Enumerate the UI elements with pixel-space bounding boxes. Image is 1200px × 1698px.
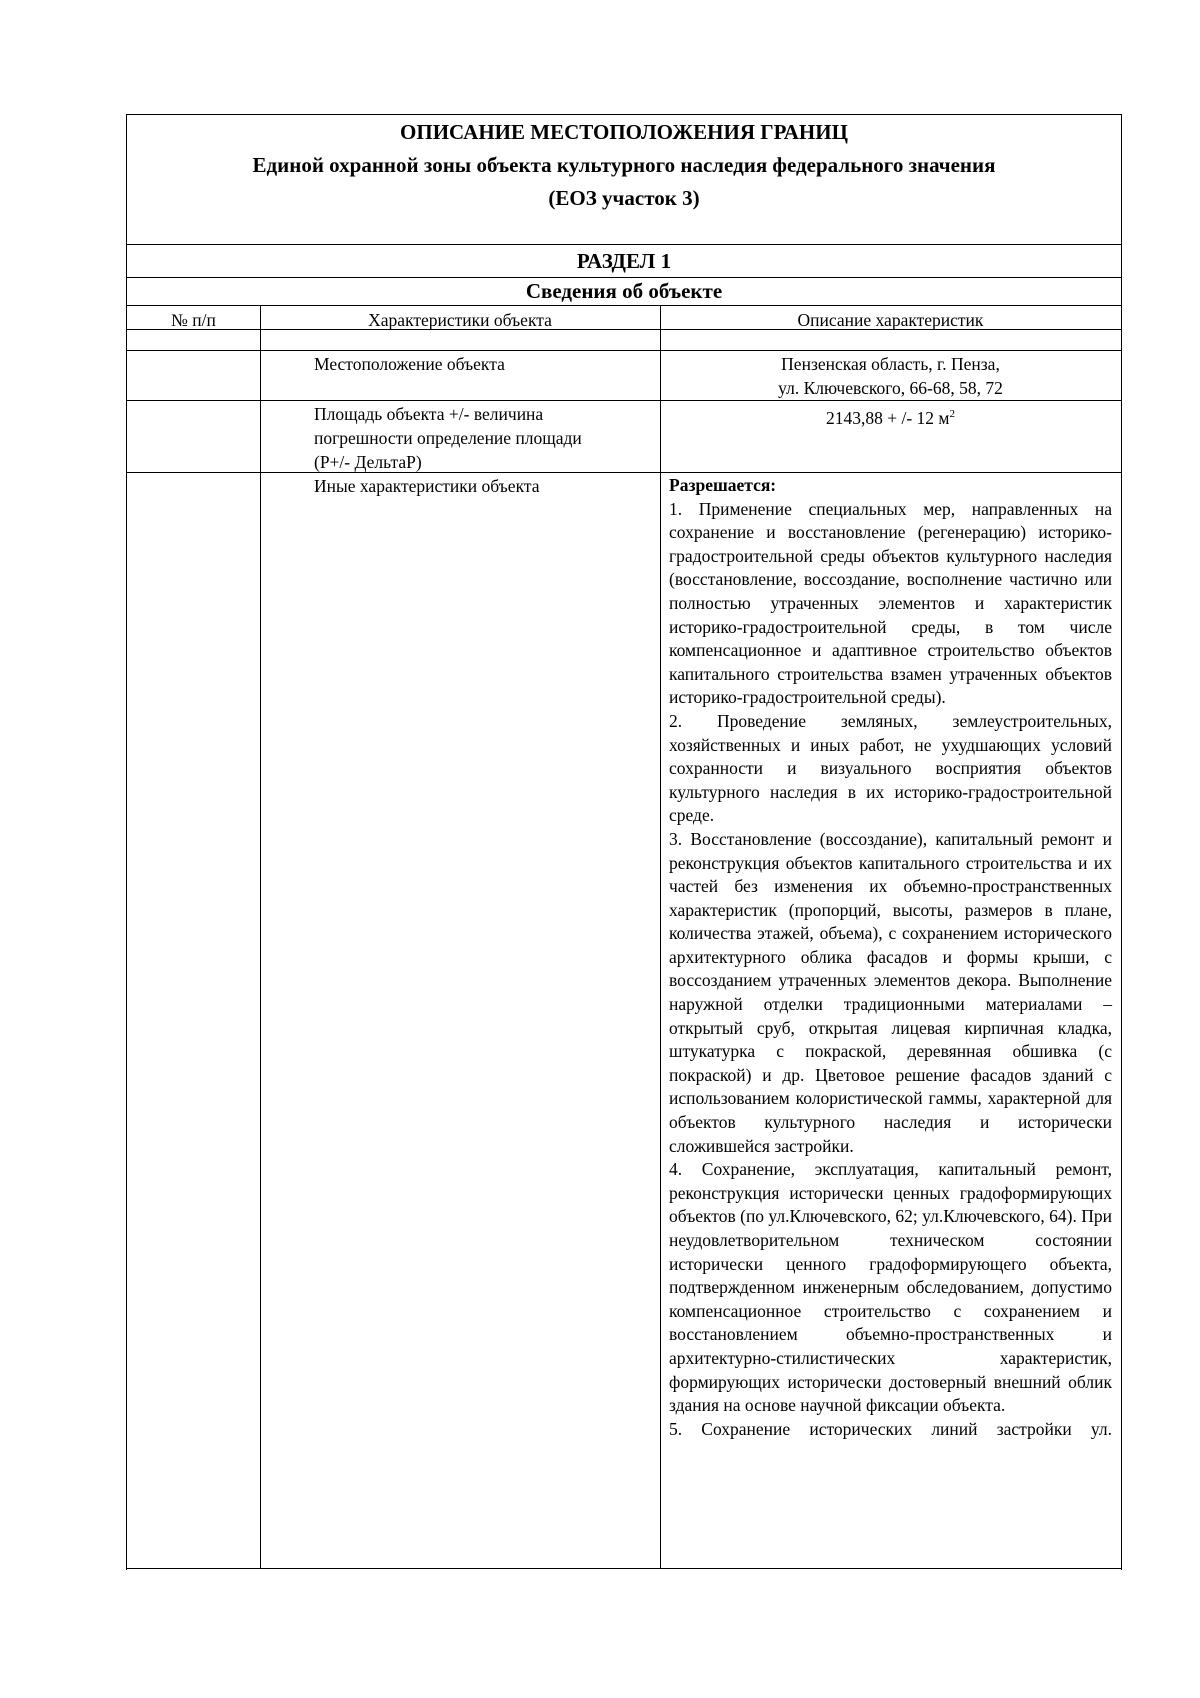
area-label-line2: погрешности определение площади xyxy=(314,428,582,448)
desc-item-2: 2. Проведение земляных, землеустроительных, хозяйственных и иных работ, не ухудшающих условий сохранности и визуального восприятия объектов культурного наследия в их историко-градостроительной среде. xyxy=(669,710,1112,826)
document-table xyxy=(126,114,1122,1570)
column-header-num: № п/п xyxy=(171,310,216,330)
location-label: Местоположение объекта xyxy=(314,354,505,374)
column-header-characteristic: Характеристики объекта xyxy=(368,310,552,330)
table-divider xyxy=(127,400,1121,401)
document-title: ОПИСАНИЕ МЕСТОПОЛОЖЕНИЯ ГРАНИЦ xyxy=(400,120,848,144)
area-value xyxy=(660,402,1121,430)
table-border-top xyxy=(127,114,1121,115)
column-divider xyxy=(260,305,261,1568)
location-value-line1: Пензенская область, г. Пенза, xyxy=(781,354,1000,374)
area-value-superscript: 2 xyxy=(949,408,955,420)
column-header-description: Описание характеристик xyxy=(797,310,984,330)
document-subtitle-zone: (ЕОЗ участок 3) xyxy=(548,186,700,210)
table-divider xyxy=(127,350,1121,351)
desc-item-4: 4. Сохранение, эксплуатация, капитальный ремонт, реконструкция исторически ценных градоформирующих объектов (по ул.Ключевского, 62; ул.Ключевского, 64). При неудовлетворительном техническом состоянии исторически ценного градоформирующего объекта, подтвержденном инженерным обследованием, допустимо компенсационное строительство с сохранением и восстановлением объемно-пространственных и архитектурно-стилистических характеристик, формирующих исторически достоверный внешний облик здания на основе научной фиксации объекта. xyxy=(669,1159,1113,1416)
area-label-line3: (Р+/- ДельтаР) xyxy=(314,452,422,472)
section-subtitle: Сведения об объекте xyxy=(525,279,723,303)
section-label: РАЗДЕЛ 1 xyxy=(576,249,672,273)
column-divider xyxy=(660,305,661,1568)
desc-item-5: 5. Сохранение исторических линий застройки ул. xyxy=(669,1418,1112,1439)
area-value-text: 2143,88 + /- 12 м xyxy=(825,407,950,428)
other-label: Иные характеристики объекта xyxy=(314,476,540,496)
other-description xyxy=(669,474,1112,1441)
area-label-line1: Площадь объекта +/- величина xyxy=(314,404,544,424)
desc-title: Разрешается: xyxy=(669,475,777,495)
location-value-line2: ул. Ключевского, 66-68, 58, 72 xyxy=(778,378,1003,398)
desc-item-3: 3. Восстановление (воссоздание), капитальный ремонт и реконструкция объектов капитального строительства и их частей без изменения их объемно-пространственных характеристик (пропорций, высоты, размеров в плане, количества этажей, объема), с сохранением исторического архитектурного облика фасадов и формы крыши, с воссозданием утраченных элементов декора. Выполнение наружной отделки традиционными материалами – открытый сруб, открытая лицевая кирпичная кладка, штукатурка с покраской, деревянная обшивка (с покраской) и др. Цветовое решение фасадов зданий с использованием колористической гаммы, характерной для объектов культурного наследия и исторически сложившейся застройки. xyxy=(669,828,1112,1156)
table-border-bottom xyxy=(127,1568,1121,1569)
table-divider xyxy=(127,472,1121,473)
desc-item-1: 1. Применение специальных мер, направленных на сохранение и восстановление (регенерацию) историко-градостроительной среды объектов культурного наследия (восстановление, воссоздание, восполнение частично или полностью утраченных элементов и характеристик историко-градостроительной среды, в том числе компенсационное и адаптивное строительство объектов капитального строительства взамен утраченных объектов историко-градостроительной среды). xyxy=(669,498,1112,708)
document-subtitle: Единой охранной зоны объекта культурного наследия федерального значения xyxy=(252,153,996,177)
